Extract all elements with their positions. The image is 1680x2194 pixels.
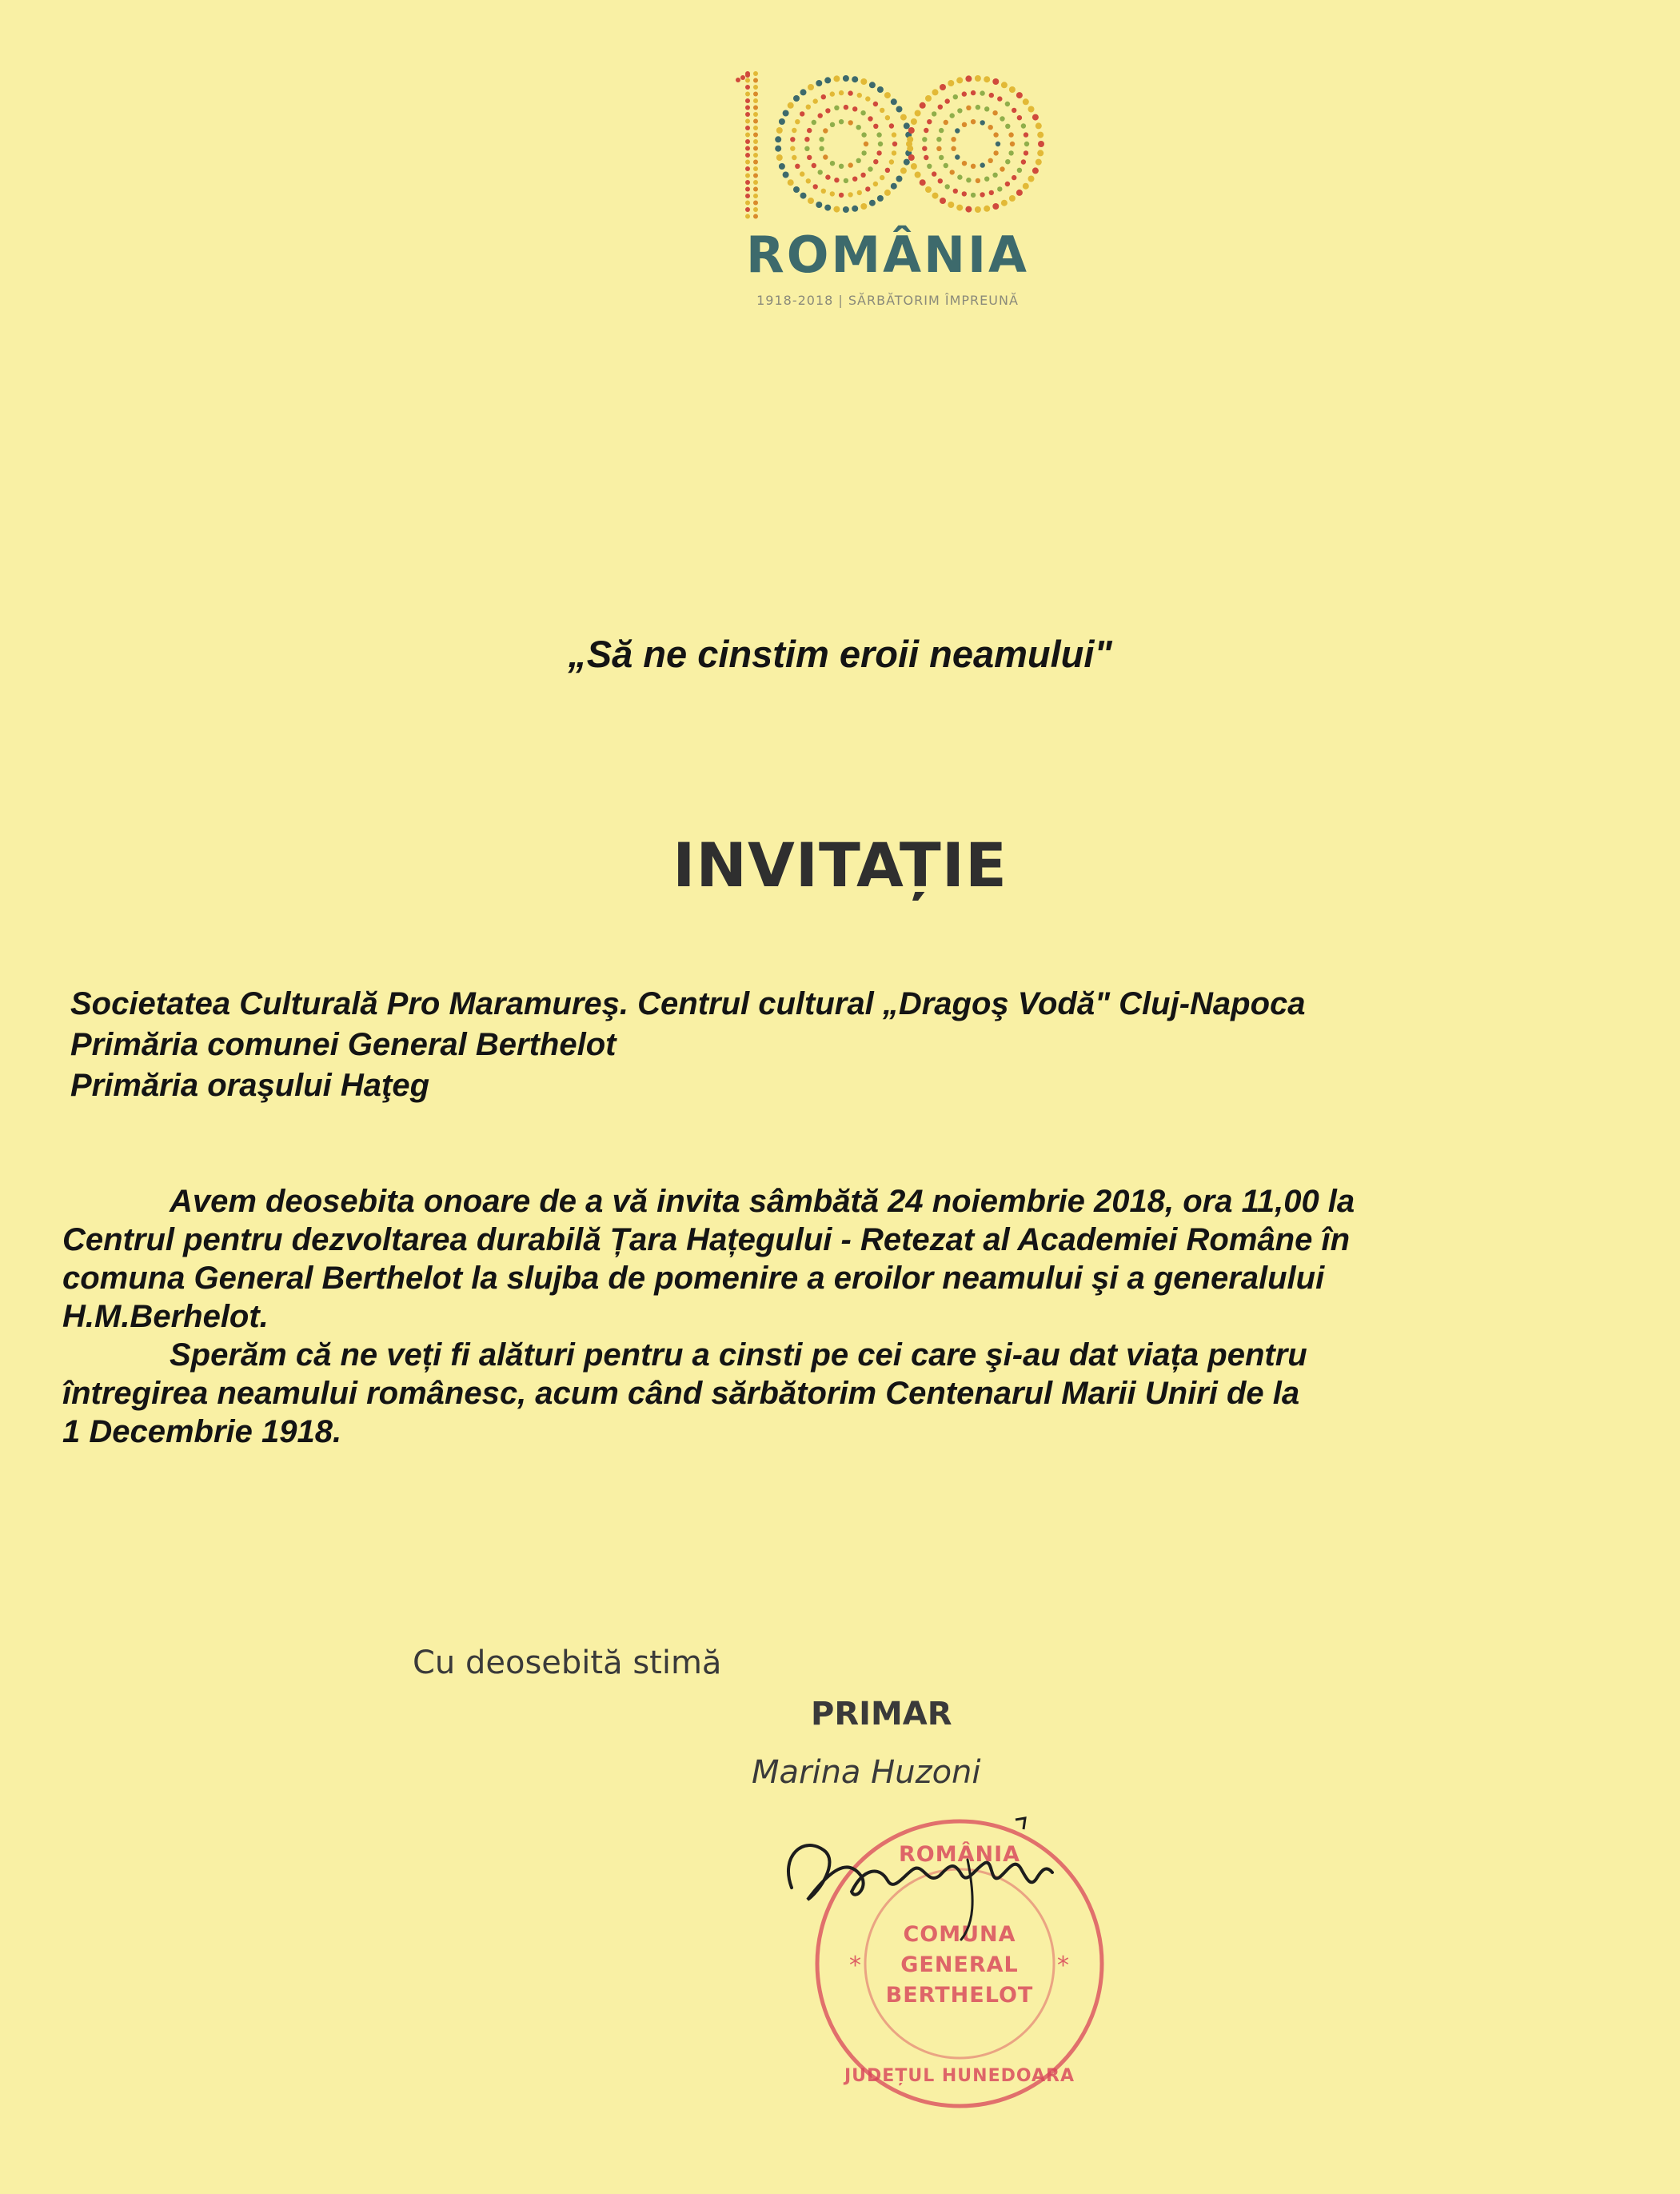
stamp-line-1: COMUNA — [903, 1922, 1016, 1947]
closing-salutation: Cu deosebită stimă — [413, 1645, 722, 1681]
stamp-top-text: ROMÂNIA — [898, 1842, 1021, 1867]
document-title: INVITAȚIE — [672, 829, 1008, 901]
svg-text:*: * — [1057, 1952, 1069, 1980]
centenary-dots-graphic — [724, 64, 1051, 232]
stamp-bottom-text: JUDEȚUL HUNEDOARA — [844, 2066, 1075, 2086]
invitation-body — [62, 1182, 1626, 1451]
body-line: Sperăm că ne veți fi alături pentru a cinsti pe cei care şi-au dat viața pentru — [170, 1337, 1307, 1373]
logo-name: ROMÂNIA — [745, 226, 1030, 284]
svg-text:*: * — [849, 1952, 861, 1980]
stamp-line-2: GENERAL — [900, 1952, 1019, 1977]
handwritten-signature — [776, 1812, 1095, 1948]
organizer-line: Primăria comunei General Berthelot — [70, 1027, 617, 1062]
organizer-line: Primăria oraşului Haţeg — [70, 1068, 430, 1103]
body-line: Avem deosebita onoare de a vă invita sâmbătă 24 noiembrie 2018, ora 11,00 la — [170, 1184, 1355, 1219]
stamp-line-3: BERTHELOT — [885, 1983, 1034, 2008]
organizers-list — [70, 984, 1638, 1106]
romania-centenary-logo — [724, 64, 1051, 312]
signer-name: Marina Huzoni — [752, 1754, 981, 1791]
logo-subtitle: 1918-2018 | SĂRBĂTORIM ÎMPREUNĂ — [756, 293, 1019, 308]
motto: „Să ne cinstim eroii neamului" — [568, 633, 1112, 675]
body-line: 1 Decembrie 1918. — [62, 1414, 342, 1449]
body-line: Centrul pentru dezvoltarea durabilă Țara Hațegului - Retezat al Academiei Române în — [62, 1222, 1350, 1257]
body-line: H.M.Berhelot. — [62, 1299, 269, 1334]
signer-role: PRIMAR — [811, 1696, 952, 1732]
organizer-line: Societatea Culturală Pro Maramureş. Centrul cultural „Dragoş Vodă" Cluj-Napoca — [70, 986, 1306, 1021]
body-line: întregirea neamului românesc, acum când sărbătorim Centenarul Marii Uniri de la — [62, 1376, 1300, 1411]
body-line: comuna General Berthelot la slujba de pomenire a eroilor neamului şi a generalului — [62, 1261, 1325, 1296]
